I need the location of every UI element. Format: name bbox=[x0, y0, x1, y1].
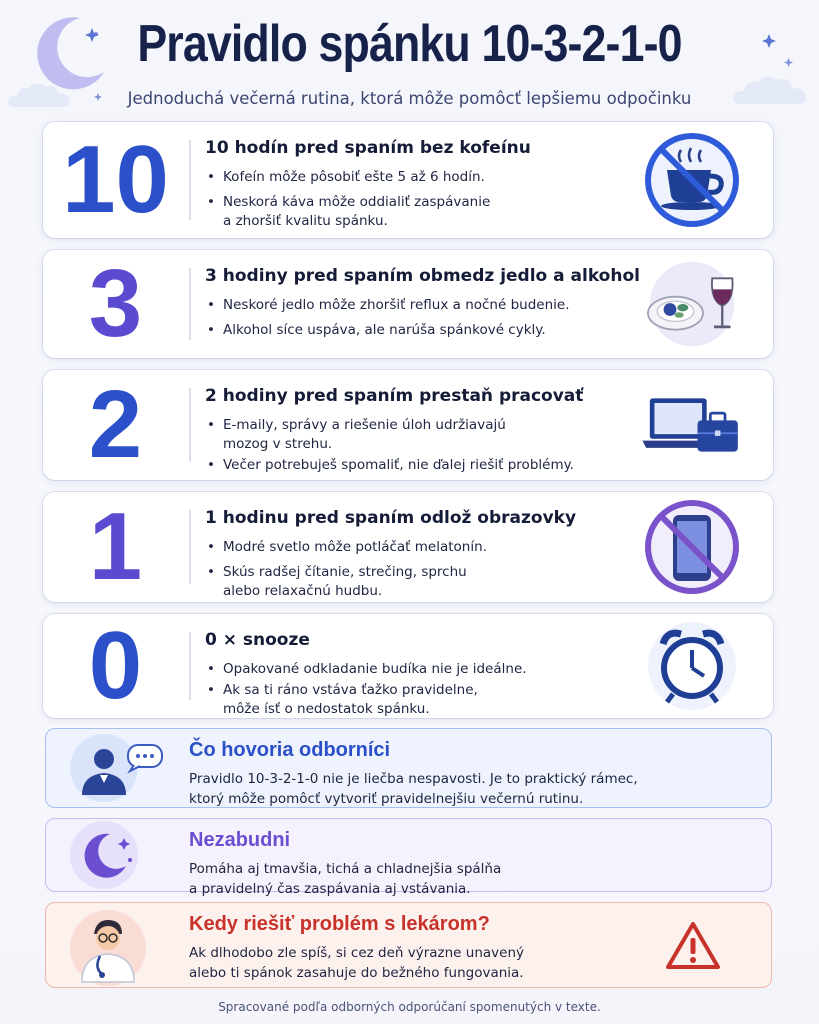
warning-icon bbox=[665, 921, 721, 971]
rule-card-3 bbox=[43, 250, 773, 358]
star-icon bbox=[762, 34, 776, 48]
rule-heading: 1 hodinu pred spaním odlož obrazovky bbox=[205, 508, 577, 528]
rule-card-2 bbox=[43, 370, 773, 480]
rule-heading: 2 hodiny pred spaním prestaň pracovať bbox=[205, 386, 584, 406]
rule-number: 10 bbox=[62, 126, 169, 233]
rule-bullet: • Neskorá káva môže oddialiť zaspávanie a zhoršiť kvalitu spánku. bbox=[205, 193, 625, 231]
divider bbox=[189, 268, 191, 340]
rule-card-10 bbox=[43, 122, 773, 238]
divider bbox=[189, 140, 191, 220]
divider bbox=[189, 632, 191, 700]
doctor-box bbox=[45, 902, 772, 988]
food-and-wine-icon bbox=[637, 259, 747, 349]
rule-number: 3 bbox=[88, 250, 143, 357]
doctor-avatar-icon bbox=[64, 908, 174, 982]
rule-bullet: • E-maily, správy a riešenie úloh udržiavajú mozog v strehu. bbox=[205, 416, 625, 454]
rule-bullets bbox=[205, 168, 625, 237]
rule-bullet: • Ak sa ti ráno vstáva ťažko pravidelne, môže ísť o nedostatok spánku. bbox=[205, 681, 625, 719]
footer-note: Spracované podľa odborných odporúčaní spomenutých v texte. bbox=[218, 1000, 601, 1014]
rule-bullet: • Neskoré jedlo môže zhoršiť reflux a nočné budenie. bbox=[205, 296, 625, 315]
rule-heading: 3 hodiny pred spaním obmedz jedlo a alkohol bbox=[205, 266, 640, 286]
rule-bullet: • Modré svetlo môže potláčať melatonín. bbox=[205, 538, 625, 557]
rule-number: 1 bbox=[88, 493, 143, 600]
star-icon bbox=[784, 58, 793, 67]
page-subtitle: Jednoduchá večerná rutina, ktorá môže pomôcť lepšiemu odpočinku bbox=[127, 89, 692, 108]
no-coffee-icon bbox=[637, 135, 747, 225]
rule-bullets bbox=[205, 538, 625, 607]
rule-heading: 0 × snooze bbox=[205, 630, 310, 650]
rule-card-0 bbox=[43, 614, 773, 718]
doctor-text: Ak dlhodobo zle spíš, si cez deň výrazne unavený alebo ti spánok zasahuje do bežného fungovania. bbox=[189, 945, 525, 981]
reminder-box bbox=[45, 818, 772, 897]
alarm-clock-icon bbox=[637, 621, 747, 711]
rule-bullet: • Večer potrebuješ spomaliť, nie ďalej riešiť problémy. bbox=[205, 456, 625, 475]
divider bbox=[189, 388, 191, 462]
experts-box bbox=[45, 728, 772, 808]
rule-bullets bbox=[205, 296, 625, 346]
moon-icon bbox=[64, 818, 174, 892]
reminder-title: Nezabudni bbox=[189, 829, 291, 851]
laptop-briefcase-icon bbox=[637, 380, 747, 470]
rule-bullet: • Skús radšej čítanie, strečing, sprchu alebo relaxačnú hudbu. bbox=[205, 563, 625, 601]
rule-heading: 10 hodín pred spaním bez kofeínu bbox=[205, 138, 531, 158]
rule-bullet: • Opakované odkladanie budíka nie je ideálne. bbox=[205, 660, 625, 679]
no-phone-icon bbox=[637, 502, 747, 592]
rule-bullet: • Alkohol síce uspáva, ale narúša spánkové cykly. bbox=[205, 321, 625, 340]
rule-number: 2 bbox=[88, 371, 143, 478]
rule-bullet: • Kofeín môže pôsobiť ešte 5 až 6 hodín. bbox=[205, 168, 625, 187]
page-title: Pravidlo spánku 10-3-2-1-0 bbox=[137, 15, 682, 73]
rule-bullets bbox=[205, 416, 625, 481]
experts-text: Pravidlo 10-3-2-1-0 nie je liečba nespavosti. Je to praktický rámec, ktorý môže pomôcť vytvoriť pravidelnejšiu večernú rutinu. bbox=[189, 771, 638, 807]
expert-avatar-icon bbox=[64, 731, 174, 805]
divider bbox=[189, 510, 191, 584]
rule-number: 0 bbox=[88, 612, 143, 719]
rule-card-1 bbox=[43, 492, 773, 602]
reminder-text: Pomáha aj tmavšia, tichá a chladnejšia spálňa a pravidelný čas zaspávania aj vstávania. bbox=[189, 861, 502, 897]
rule-bullets bbox=[205, 660, 625, 725]
doctor-title: Kedy riešiť problém s lekárom? bbox=[189, 913, 490, 935]
experts-title: Čo hovoria odborníci bbox=[189, 739, 391, 761]
